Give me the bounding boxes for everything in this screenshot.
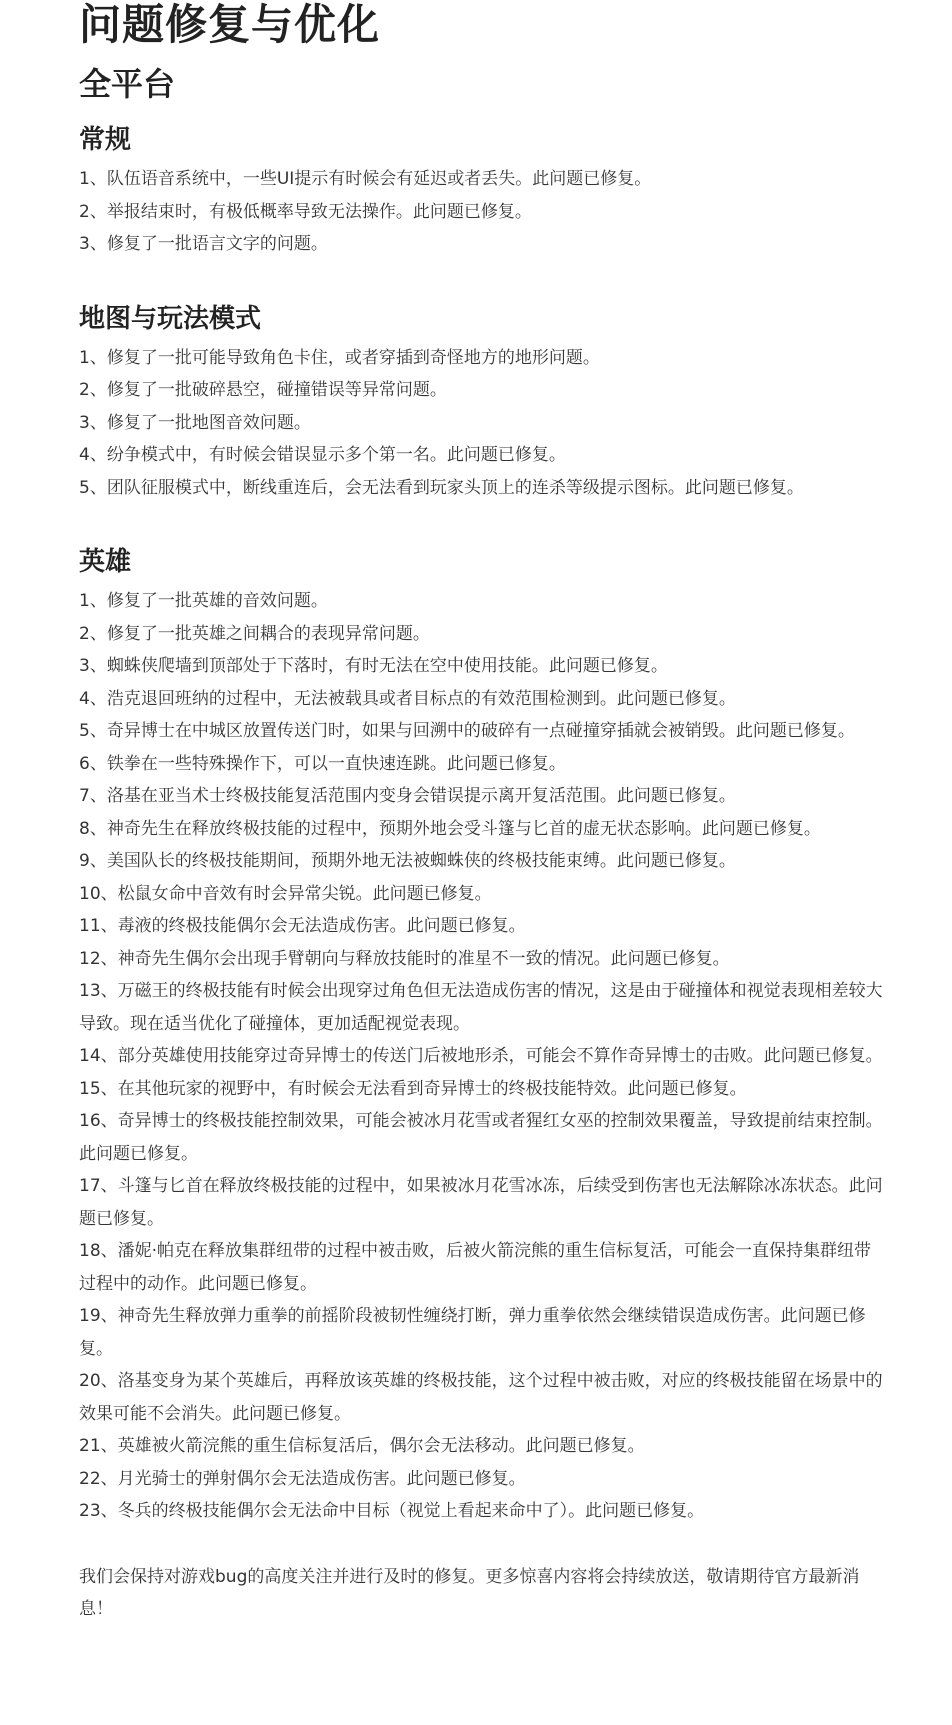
section-title-map-modes: 地图与玩法模式 [79,303,262,334]
list-item: 20、洛基变身为某个英雄后，再释放该英雄的终极技能，这个过程中被击败，对应的终极技能留在场景中的效果可能不会消失。此问题已修复。 [79,1371,883,1424]
list-item: 3、蜘蛛侠爬墙到顶部处于下落时，有时无法在空中使用技能。此问题已修复。 [79,656,668,676]
list-item: 19、神奇先生释放弹力重拳的前摇阶段被韧性缠绕打断，弹力重拳依然会继续错误造成伤害。此问题已修复。 [79,1306,866,1359]
closing-note: 我们会保持对游戏bug的高度关注并进行及时的修复。更多惊喜内容将会持续放送，敬请期待官方最新消息！ [79,1566,860,1619]
list-item: 1、修复了一批英雄的音效问题。 [79,591,328,611]
list-item: 15、在其他玩家的视野中，有时候会无法看到奇异博士的终极技能特效。此问题已修复。 [79,1078,747,1099]
section-title-heroes: 英雄 [79,547,132,577]
list-item: 21、英雄被火箭浣熊的重生信标复活后，偶尔会无法移动。此问题已修复。 [79,1436,645,1456]
list-item: 13、万磁王的终极技能有时候会出现穿过角色但无法造成伤害的情况，这是由于碰撞体和视觉表现相差较大导致。现在适当优化了碰撞体，更加适配视觉表现。 [79,981,883,1034]
general-fix-list [79,163,888,261]
list-item: 12、神奇先生偶尔会出现手臂朝向与释放技能时的准星不一致的情况。此问题已修复。 [79,948,730,969]
list-item: 2、修复了一批破碎悬空，碰撞错误等异常问题。 [79,380,447,400]
list-item: 18、潘妮·帕克在释放集群纽带的过程中被击败，后被火箭浣熊的重生信标复活，可能会一直保持集群纽带过程中的动作。此问题已修复。 [79,1241,872,1294]
list-item: 17、斗篷与匕首在释放终极技能的过程中，如果被冰月花雪冰冻，后续受到伤害也无法解除冰冻状态。此问题已修复。 [79,1176,883,1229]
section-title-general: 常规 [79,125,132,155]
map-fix-list [79,342,888,505]
list-item: 1、队伍语音系统中，一些UI提示有时候会有延迟或者丢失。此问题已修复。 [79,169,652,189]
list-item: 2、修复了一批英雄之间耦合的表现异常问题。 [79,623,430,644]
list-item: 16、奇异博士的终极技能控制效果，可能会被冰月花雪或者猩红女巫的控制效果覆盖，导致提前结束控制。此问题已修复。 [79,1111,883,1164]
list-item: 3、修复了一批语言文字的问题。 [79,234,328,254]
hero-fix-list [79,585,888,1528]
list-item: 23、冬兵的终极技能偶尔会无法命中目标（视觉上看起来命中了）。此问题已修复。 [79,1501,705,1521]
list-item: 11、毒液的终极技能偶尔会无法造成伤害。此问题已修复。 [79,916,526,936]
list-item: 6、铁拳在一些特殊操作下，可以一直快速连跳。此问题已修复。 [79,753,566,774]
platform-heading: 全平台 [79,65,176,103]
page-title: 问题修复与优化 [79,0,381,49]
list-item: 9、美国队长的终极技能期间，预期外地无法被蜘蛛侠的终极技能束缚。此问题已修复。 [79,851,736,871]
list-item: 3、修复了一批地图音效问题。 [79,412,311,433]
list-item: 10、松鼠女命中音效有时会异常尖锐。此问题已修复。 [79,883,492,904]
list-item: 5、奇异博士在中城区放置传送门时，如果与回溯中的破碎有一点碰撞穿插就会被销毁。此问题已修复。 [79,721,855,741]
list-item: 4、浩克退回班纳的过程中，无法被载具或者目标点的有效范围检测到。此问题已修复。 [79,688,736,709]
list-item: 5、团队征服模式中，断线重连后，会无法看到玩家头顶上的连杀等级提示图标。此问题已修复。 [79,477,804,498]
list-item: 2、举报结束时，有极低概率导致无法操作。此问题已修复。 [79,201,532,222]
list-item: 4、纷争模式中，有时候会错误显示多个第一名。此问题已修复。 [79,445,566,465]
list-item: 7、洛基在亚当术士终极技能复活范围内变身会错误提示离开复活范围。此问题已修复。 [79,786,736,806]
list-item: 14、部分英雄使用技能穿过奇异博士的传送门后被地形杀，可能会不算作奇异博士的击败。此问题已修复。 [79,1046,883,1066]
list-item: 8、神奇先生在释放终极技能的过程中，预期外地会受斗篷与匕首的虚无状态影响。此问题已修复。 [79,818,821,839]
list-item: 1、修复了一批可能导致角色卡住，或者穿插到奇怪地方的地形问题。 [79,347,600,368]
list-item: 22、月光骑士的弹射偶尔会无法造成伤害。此问题已修复。 [79,1468,526,1489]
